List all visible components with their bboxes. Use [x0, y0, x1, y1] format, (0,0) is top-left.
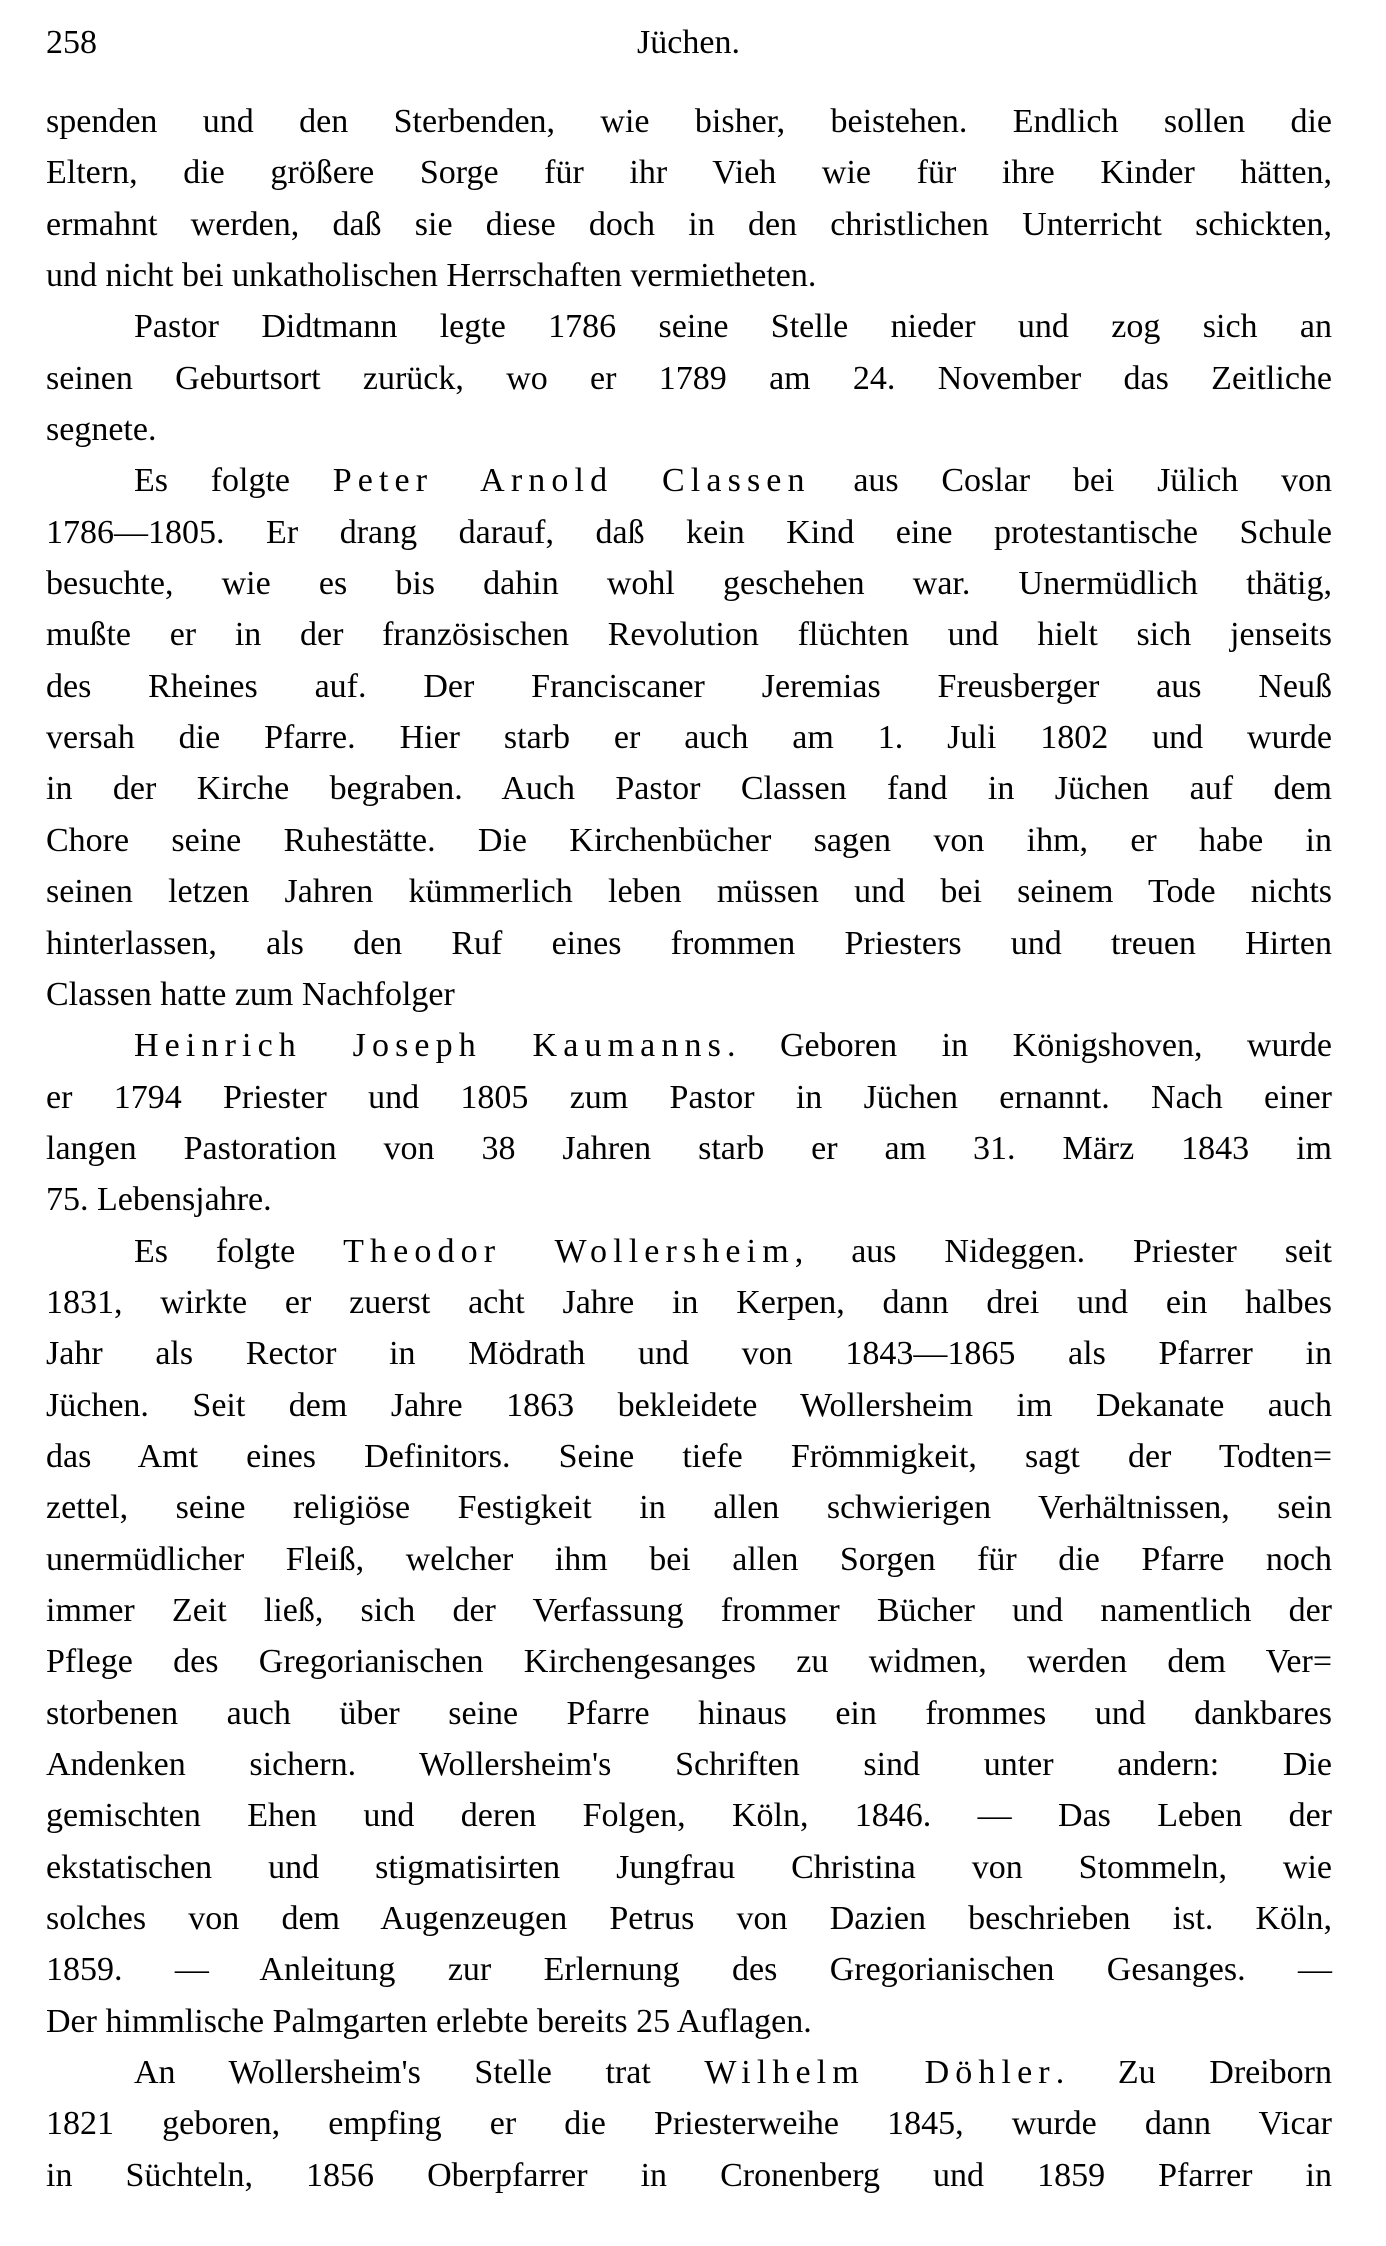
text-line	[46, 1739, 1332, 1790]
text-line	[46, 147, 1332, 198]
text-segment: mußte er in der französischen Revolution flüchten und hielt sich jenseits	[46, 616, 1332, 654]
text-segment: Es folgte	[134, 462, 333, 500]
text-segment: hinterlassen, als den Ruf eines frommen Priesters und treuen Hirten	[46, 924, 1332, 962]
text-line	[46, 661, 1332, 712]
text-line	[46, 301, 1332, 352]
text-segment: versah die Pfarre. Hier starb er auch am 1. Juli 1802 und wurde	[46, 719, 1332, 757]
spaced-name: Peter Arnold Classen	[332, 462, 811, 500]
text-line	[46, 815, 1332, 866]
page-header	[46, 18, 1331, 68]
text-line	[46, 2098, 1332, 2149]
text-segment: . Zu Dreiborn	[1055, 2054, 1332, 2092]
text-segment: Chore seine Ruhestätte. Die Kirchenbücher sagen von ihm, er habe in	[46, 821, 1332, 859]
text-line	[46, 404, 1332, 455]
body-text	[46, 96, 1332, 2201]
text-line	[46, 199, 1332, 250]
text-line	[46, 763, 1332, 814]
text-line	[46, 1842, 1332, 1893]
text-line	[46, 455, 1332, 506]
text-line	[46, 712, 1332, 763]
text-segment: Eltern, die größere Sorge für ihr Vieh wie für ihre Kinder hätten,	[46, 154, 1332, 192]
text-segment: ekstatischen und stigmatisirten Jungfrau Christina von Stommeln, wie	[46, 1848, 1332, 1886]
text-line	[46, 1431, 1332, 1482]
text-segment: segnete.	[46, 411, 157, 449]
text-segment: 1786—1805. Er drang darauf, daß kein Kind eine protestantische Schule	[46, 513, 1332, 551]
text-segment: storbenen auch über seine Pfarre hinaus ein frommes und dankbares	[46, 1694, 1332, 1732]
text-line	[46, 1380, 1332, 1431]
text-line	[46, 1636, 1332, 1687]
text-segment: in Süchteln, 1856 Oberpfarrer in Cronenberg und 1859 Pfarrer in	[46, 2156, 1332, 2194]
text-segment: 1859. — Anleitung zur Erlernung des Gregorianischen Gesanges. —	[46, 1951, 1332, 1989]
text-segment: 75. Lebensjahre.	[46, 1181, 272, 1219]
text-segment: spenden und den Sterbenden, wie bisher, beistehen. Endlich sollen die	[46, 103, 1332, 140]
text-line	[46, 1585, 1332, 1636]
text-line	[46, 969, 1332, 1020]
text-line	[46, 1944, 1332, 1995]
text-line	[46, 1328, 1332, 1379]
text-line	[46, 96, 1332, 147]
text-segment: Andenken sichern. Wollersheim's Schriften sind unter andern: Die	[46, 1746, 1332, 1783]
text-line	[46, 1996, 1332, 2047]
text-line	[46, 1174, 1332, 1225]
text-segment: Jüchen. Seit dem Jahre 1863 bekleidete Wollersheim im Dekanate auch	[46, 1386, 1332, 1424]
spaced-name: Theodor Wollersheim	[343, 1232, 795, 1270]
text-line	[46, 1020, 1332, 1071]
text-segment: in der Kirche begraben. Auch Pastor Classen fand in Jüchen auf dem	[46, 770, 1332, 808]
text-segment: unermüdlicher Fleiß, welcher ihm bei allen Sorgen für die Pfarre noch	[46, 1540, 1332, 1578]
text-segment: seinen Geburtsort zurück, wo er 1789 am 24. November das Zeitliche	[46, 359, 1332, 397]
spaced-name: Heinrich Joseph Kaumanns	[134, 1027, 727, 1065]
text-line	[46, 1277, 1332, 1328]
text-line	[46, 1123, 1332, 1174]
text-segment: besuchte, wie es bis dahin wohl geschehen war. Unermüdlich thätig,	[46, 565, 1332, 603]
text-segment: seinen letzen Jahren kümmerlich leben müssen und bei seinem Tode nichts	[46, 873, 1332, 911]
text-segment: ermahnt werden, daß sie diese doch in den christlichen Unterricht schickten,	[46, 205, 1332, 243]
text-line	[46, 250, 1332, 301]
text-segment: des Rheines auf. Der Franciscaner Jeremias Freusberger aus Neuß	[46, 667, 1332, 705]
text-segment: Classen hatte zum Nachfolger	[46, 975, 455, 1013]
running-title: Jüchen.	[637, 24, 740, 61]
text-segment: das Amt eines Definitors. Seine tiefe Frömmigkeit, sagt der Todten=	[46, 1437, 1332, 1475]
text-line	[46, 918, 1332, 969]
text-line	[46, 1688, 1332, 1739]
text-line	[46, 507, 1332, 558]
text-line	[46, 558, 1332, 609]
text-segment: langen Pastoration von 38 Jahren starb er am 31. März 1843 im	[46, 1129, 1332, 1167]
text-segment: Pflege des Gregorianischen Kirchengesanges zu widmen, werden dem Ver=	[46, 1643, 1332, 1681]
spaced-name: Wilhelm Döhler	[704, 2054, 1056, 2092]
text-segment: Es folgte	[134, 1232, 344, 1270]
text-line	[46, 353, 1332, 404]
text-segment: solches von dem Augenzeugen Petrus von Dazien beschrieben ist. Köln,	[46, 1900, 1332, 1938]
page-number: 258	[46, 24, 97, 61]
text-line	[46, 2047, 1332, 2098]
text-line	[46, 1893, 1332, 1944]
text-segment: aus Coslar bei Jülich von	[810, 462, 1333, 500]
text-line	[46, 1072, 1332, 1123]
text-line	[46, 1790, 1332, 1841]
text-segment: und nicht bei unkatholischen Herrschaften vermietheten.	[46, 257, 817, 295]
text-line	[46, 1226, 1332, 1277]
text-segment: immer Zeit ließ, sich der Verfassung frommer Bücher und namentlich der	[46, 1591, 1332, 1629]
text-segment: 1821 geboren, empfing er die Priesterweihe 1845, wurde dann Vicar	[46, 2105, 1332, 2143]
text-segment: zettel, seine religiöse Festigkeit in allen schwierigen Verhältnissen, sein	[46, 1489, 1332, 1527]
text-line	[46, 866, 1332, 917]
text-segment: 1831, wirkte er zuerst acht Jahre in Kerpen, dann drei und ein halbes	[46, 1283, 1332, 1321]
text-segment: Der himmlische Palmgarten erlebte bereits 25 Auflagen.	[46, 2002, 812, 2040]
text-segment: Pastor Didtmann legte 1786 seine Stelle nieder und zog sich an	[134, 308, 1332, 346]
text-segment: An Wollersheim's Stelle trat	[134, 2054, 705, 2092]
text-line	[46, 609, 1332, 660]
text-line	[46, 1534, 1332, 1585]
text-segment: , aus Nideggen. Priester seit	[794, 1232, 1332, 1270]
text-segment: gemischten Ehen und deren Folgen, Köln, 1846. — Das Leben der	[46, 1797, 1332, 1835]
text-line	[46, 2150, 1332, 2201]
text-segment: Jahr als Rector in Mödrath und von 1843—1865 als Pfarrer in	[46, 1335, 1332, 1373]
text-segment: . Geboren in Königshoven, wurde	[726, 1027, 1333, 1065]
text-segment: er 1794 Priester und 1805 zum Pastor in Jüchen ernannt. Nach einer	[46, 1078, 1332, 1116]
text-line	[46, 1482, 1332, 1533]
